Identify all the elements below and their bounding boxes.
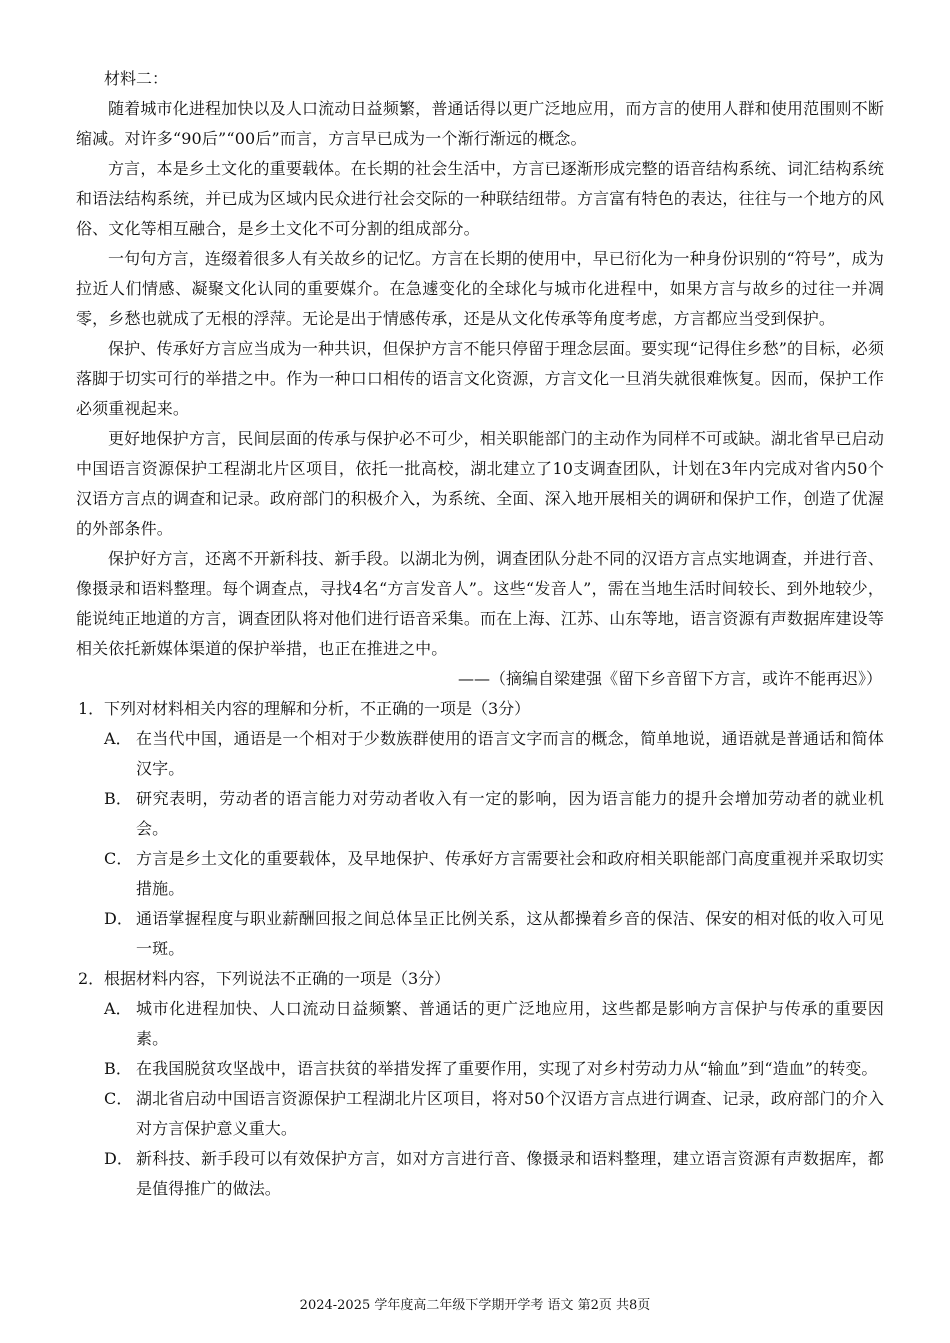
question-stem [76, 694, 884, 724]
option-letter: B． [104, 1059, 132, 1078]
option-letter: D． [104, 909, 134, 928]
question-text: 下列对材料相关内容的理解和分析，不正确的一项是（3分） [104, 699, 531, 718]
option-letter: A． [104, 999, 132, 1018]
option-d [76, 1144, 884, 1204]
option-d [76, 904, 884, 964]
option-text: 研究表明，劳动者的语言能力对劳动者收入有一定的影响，因为语言能力的提升会增加劳动者的就业机会。 [136, 789, 884, 838]
option-text: 方言是乡土文化的重要载体，及早地保护、传承好方言需要社会和政府相关职能部门高度重视并采取切实措施。 [136, 849, 884, 898]
material-paragraph-5: 更好地保护方言，民间层面的传承与保护必不可少，相关职能部门的主动作为同样不可或缺。湖北省早已启动中国语言资源保护工程湖北片区项目，依托一批高校，湖北建立了10支调查团队，计划在3年内完成对省内50个汉语方言点的调查和记录。政府部门的积极介入，为系统、全面、深入地开展相关的调研和保护工作，创造了优渥的外部条件。 [76, 429, 884, 538]
material-source: ——（摘编自梁建强《留下乡音留下方言，或许不能再迟》） [457, 669, 882, 688]
option-letter: D． [104, 1149, 134, 1168]
question-stem [76, 964, 884, 994]
question-2 [76, 964, 884, 1204]
option-a [76, 994, 884, 1054]
question-number: 2． [78, 969, 105, 988]
option-text: 通语掌握程度与职业薪酬回报之间总体呈正比例关系，这从都操着乡音的保洁、保安的相对低的收入可见一斑。 [136, 909, 884, 958]
option-a [76, 724, 884, 784]
question-text: 根据材料内容，下列说法不正确的一项是（3分） [104, 969, 451, 988]
option-b [76, 784, 884, 844]
material-heading: 材料二： [104, 69, 169, 88]
option-text: 在当代中国，通语是一个相对于少数族群使用的语言文字而言的概念，简单地说，通语就是普通话和简体汉字。 [136, 729, 884, 778]
option-b [76, 1054, 884, 1084]
option-letter: C． [104, 1089, 133, 1108]
page-footer: 2024-2025 学年度高二年级下学期开学考 语文 第2页 共8页 [299, 1298, 651, 1313]
option-letter: A． [104, 729, 132, 748]
exam-page [76, 64, 884, 1204]
material-paragraph-3: 一句句方言，连缀着很多人有关故乡的记忆。方言在长期的使用中，早已衍化为一种身份识别的“符号”，成为拉近人们情感、凝聚文化认同的重要媒介。在急遽变化的全球化与城市化进程中，如果方言与故乡的过往一并凋零，乡愁也就成了无根的浮萍。无论是出于情感传承，还是从文化传承等角度考虑，方言都应当受到保护。 [76, 249, 884, 328]
option-text: 新科技、新手段可以有效保护方言，如对方言进行音、像摄录和语料整理，建立语言资源有声数据库，都是值得推广的做法。 [136, 1149, 884, 1198]
option-list [76, 994, 884, 1204]
option-text: 城市化进程加快、人口流动日益频繁、普通话的更广泛地应用，这些都是影响方言保护与传承的重要因素。 [136, 999, 884, 1048]
option-c [76, 1084, 884, 1144]
question-1 [76, 694, 884, 964]
option-list [76, 724, 884, 964]
option-text: 在我国脱贫攻坚战中，语言扶贫的举措发挥了重要作用，实现了对乡村劳动力从“输血”到“造血”的转变。 [136, 1059, 878, 1078]
material-paragraph-2: 方言，本是乡土文化的重要载体。在长期的社会生活中，方言已逐渐形成完整的语音结构系统、词汇结构系统和语法结构系统，并已成为区域内民众进行社会交际的一种联结纽带。方言富有特色的表达，往往与一个地方的风俗、文化等相互融合，是乡土文化不可分割的组成部分。 [76, 159, 884, 238]
material-paragraph-1: 随着城市化进程加快以及人口流动日益频繁，普通话得以更广泛地应用，而方言的使用人群和使用范围则不断缩减。对许多“90后”“00后”而言，方言早已成为一个渐行渐远的概念。 [76, 99, 884, 148]
option-letter: B． [104, 789, 132, 808]
option-c [76, 844, 884, 904]
material-paragraph-6: 保护好方言，还离不开新科技、新手段。以湖北为例，调查团队分赴不同的汉语方言点实地调查，并进行音、像摄录和语料整理。每个调查点，寻找4名“方言发音人”。这些“发音人”，需在当地生活时间较长、到外地较少，能说纯正地道的方言，调查团队将对他们进行语音采集。而在上海、江苏、山东等地，语言资源有声数据库建设等相关依托新媒体渠道的保护举措，也正在推进之中。 [76, 549, 884, 658]
option-letter: C． [104, 849, 133, 868]
material-paragraph-4: 保护、传承好方言应当成为一种共识，但保护方言不能只停留于理念层面。要实现“记得住乡愁”的目标，必须落脚于切实可行的举措之中。作为一种口口相传的语言文化资源，方言文化一旦消失就很难恢复。因而，保护工作必须重视起来。 [76, 339, 884, 418]
option-text: 湖北省启动中国语言资源保护工程湖北片区项目，将对50个汉语方言点进行调查、记录，政府部门的介入对方言保护意义重大。 [136, 1089, 884, 1138]
question-number: 1． [78, 699, 105, 718]
